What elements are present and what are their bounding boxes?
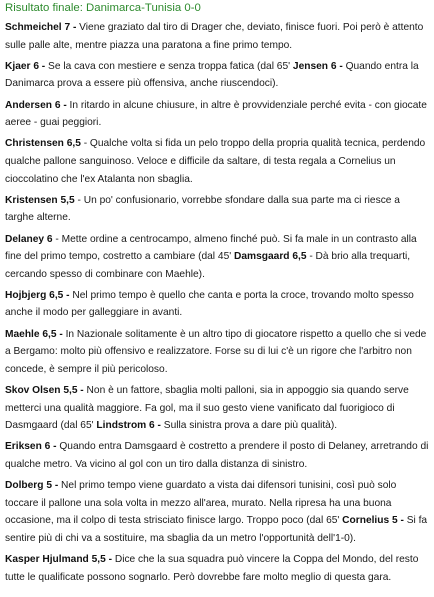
player-rating-eriksen: [5, 438, 430, 473]
player-rating-andersen: [5, 97, 430, 132]
player-name: Kjaer 6 -: [5, 60, 46, 72]
coach-name: Kasper Hjulmand 5,5 -: [5, 554, 112, 566]
substitute-comment: Sulla sinistra prova a dare più qualità).: [160, 420, 338, 432]
player-comment: - Un po' confusionario, vorrebbe sfondare dalla sua parte ma ci riesce a targhe alterne.: [5, 194, 400, 224]
player-comment: - Qualche volta si fida un pelo troppo della propria qualità tecnica, perdendo qualche pallone sanguinoso. Veloce e difficile da saltare, di testa regala a Cornelius un cioccolatino che l'ex Atalanta non sbaglia.: [5, 138, 426, 185]
player-rating-delaney: [5, 231, 430, 284]
substitute-name: Lindstrom 6 -: [96, 420, 161, 432]
substitute-comment: Si fa sentire più di chi va a sostituire, ma sbaglia da un metro l'opportunità dell'1-0).: [5, 515, 428, 544]
player-name: Dolberg 5 -: [5, 480, 59, 492]
player-name: Delaney 6: [5, 233, 53, 245]
player-rating-christensen: [5, 135, 430, 188]
player-name: Eriksen 6 -: [5, 441, 57, 453]
player-comment: In Nazionale solitamente è un altro tipo di giocatore rispetto a quello che si vede a Bergamo: molto più offensivo e realizzatore. Forse su di lui c'è un rigore che l'arbitro non concede, è sempre il più pericoloso.: [5, 328, 427, 375]
player-name: Skov Olsen 5,5 -: [5, 385, 84, 397]
player-comment: In ritardo in alcune chiusure, in altre è provvidenziale perché evita - con giocate aeree - guai peggiori.: [5, 99, 427, 129]
match-result-headline: Risultato finale: Danimarca-Tunisia 0-0: [5, 2, 201, 14]
player-name: Schmeichel 7 -: [5, 22, 77, 33]
substitute-name: Damsgaard 6,5: [234, 251, 307, 263]
player-name: Christensen 6,5: [5, 138, 81, 150]
player-comment: Nel primo tempo viene guardato a vista dai difensori tunisini, così può solo toccare il pallone una sola volta in mezzo all'area, murato. Nella ripresa ha una buona occasione, ma il colpo di testa strisciato finisce largo. Troppo poco (dal 65': [5, 480, 397, 527]
substitute-comment: Quando entra la Danimarca prova a essere più offensiva, anche riuscendoci).: [5, 60, 419, 90]
substitute-comment: - Dà brio alla trequarti, cercando spesso di combinare con Maehle).: [5, 251, 411, 280]
player-rating-schmeichel: [5, 19, 430, 54]
player-comment: - Mette ordine a centrocampo, almeno finché può. Si fa male in un contrasto alla fine del primo tempo, costretto a cambiare (dal 45': [5, 233, 417, 263]
player-rating-kristensen: [5, 192, 430, 227]
player-comment: Nel primo tempo è quello che canta e porta la croce, trovando molto spesso anche il modo per galleggiare in avanti.: [5, 289, 414, 319]
player-name: Andersen 6 -: [5, 99, 67, 111]
player-rating-kjaer: [5, 58, 430, 93]
player-name: Kristensen 5,5: [5, 194, 75, 206]
player-rating-hojbjerg: [5, 287, 430, 322]
player-rating-skov-olsen: [5, 382, 430, 435]
player-comment: Non è un fattore, sbaglia molti palloni, sia in appoggio sia quando serve metterci una qualità maggiore. Fa gol, ma il suo gesto viene vanificato dal fuorigioco di Dasmgaard (dal 65': [5, 385, 409, 432]
substitute-name: Jensen 6 -: [292, 60, 343, 72]
player-rating-dolberg: [5, 477, 430, 547]
player-name: Hojbjerg 6,5 -: [5, 289, 70, 301]
substitute-name: Cornelius 5 -: [342, 515, 404, 527]
coach-rating-hjulmand: [5, 551, 430, 586]
player-name: Maehle 6,5 -: [5, 328, 63, 340]
coach-comment: Dice che la sua squadra può vincere la Coppa del Mondo, del resto tutte le qualificate possono sognarlo. Però dovrebbe fare molto meglio di questa gara.: [5, 554, 419, 583]
player-rating-maehle: [5, 326, 430, 379]
player-comment: Quando entra Damsgaard è costretto a prendere il posto di Delaney, arretrando di qualche metro. Va vicino al gol con un tiro dalla distanza di sinistro.: [5, 441, 429, 470]
player-comment: Viene graziato dal tiro di Drager che, deviato, finisce fuori. Poi però è attento sulle palle alte, mentre piazza una paratona a fine primo tempo.: [5, 22, 424, 51]
player-comment: Se la cava con mestiere e senza troppa fatica (dal 65': [45, 60, 293, 72]
